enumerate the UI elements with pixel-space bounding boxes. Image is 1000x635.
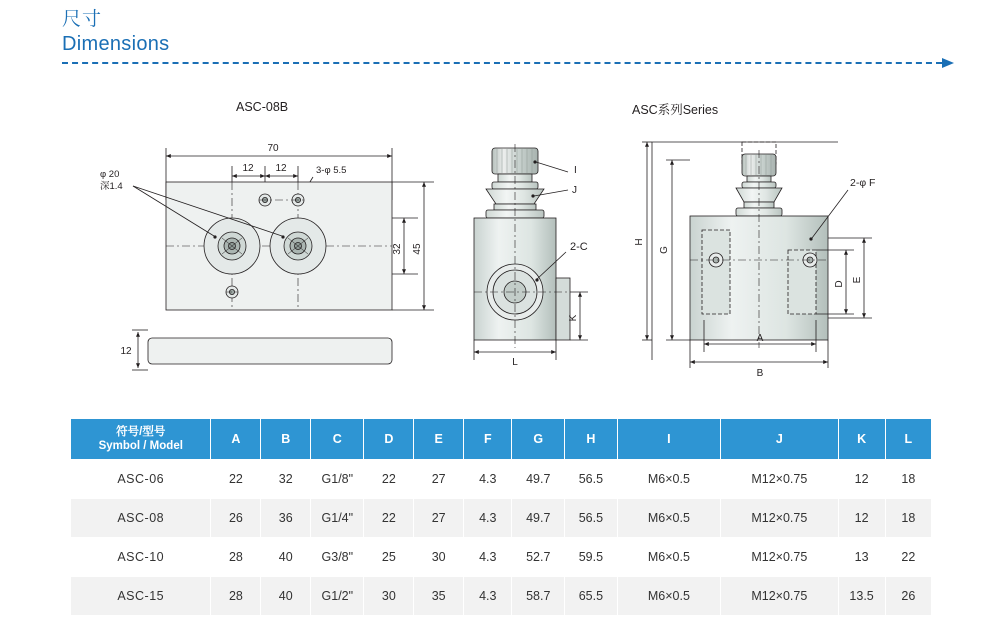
table-row xyxy=(71,460,932,499)
cell-k: 13.5 xyxy=(838,577,885,616)
svg-text:J: J xyxy=(572,185,577,196)
column-header-d: D xyxy=(364,419,414,460)
table-row xyxy=(71,499,932,538)
cell-b: 36 xyxy=(261,499,311,538)
cell-f: 4.3 xyxy=(464,499,512,538)
svg-text:B: B xyxy=(756,368,764,379)
column-header-k: K xyxy=(838,419,885,460)
cell-e: 27 xyxy=(414,460,464,499)
cell-g: 58.7 xyxy=(512,577,565,616)
cell-h: 59.5 xyxy=(565,538,618,577)
table-row xyxy=(71,577,932,616)
cell-g: 52.7 xyxy=(512,538,565,577)
cell-g: 49.7 xyxy=(512,460,565,499)
cell-f: 4.3 xyxy=(464,460,512,499)
cell-l: 18 xyxy=(885,460,931,499)
cell-a: 26 xyxy=(211,499,261,538)
spec-table-wrapper xyxy=(70,418,932,616)
cell-model: ASC-06 xyxy=(71,460,211,499)
cell-l: 26 xyxy=(885,577,931,616)
column-header-symbol-cn: 符号/型号 xyxy=(116,426,166,438)
cell-l: 22 xyxy=(885,538,931,577)
svg-text:12: 12 xyxy=(275,163,287,174)
page-title xyxy=(62,8,962,56)
column-header-c: C xyxy=(311,419,364,460)
cell-b: 40 xyxy=(261,577,311,616)
cell-model: ASC-08 xyxy=(71,499,211,538)
cell-a: 22 xyxy=(211,460,261,499)
cell-h: 56.5 xyxy=(565,499,618,538)
cell-k: 13 xyxy=(838,538,885,577)
spec-table xyxy=(70,418,932,616)
svg-text:D: D xyxy=(834,280,845,288)
cell-j: M12×0.75 xyxy=(721,460,838,499)
cell-c: G3/8" xyxy=(311,538,364,577)
cell-d: 22 xyxy=(364,460,414,499)
technical-drawings xyxy=(0,120,1000,405)
svg-text:L: L xyxy=(512,357,518,368)
cell-h: 56.5 xyxy=(565,460,618,499)
cell-l: 18 xyxy=(885,499,931,538)
drawing-caption-left: ASC-08B xyxy=(236,100,289,114)
spec-table-body xyxy=(71,460,932,616)
cell-e: 35 xyxy=(414,577,464,616)
cell-j: M12×0.75 xyxy=(721,538,838,577)
table-header-row xyxy=(71,419,932,460)
svg-text:2-C: 2-C xyxy=(570,241,588,253)
svg-text:70: 70 xyxy=(267,143,279,154)
cell-i: M6×0.5 xyxy=(617,538,720,577)
svg-text:深1.4: 深1.4 xyxy=(100,181,123,192)
cell-i: M6×0.5 xyxy=(617,460,720,499)
column-header-symbol-model xyxy=(71,419,211,460)
spec-table-head xyxy=(71,419,932,460)
svg-text:2-φ F: 2-φ F xyxy=(850,177,876,189)
cell-g: 49.7 xyxy=(512,499,565,538)
drawing-caption-right: ASC系列Series xyxy=(632,103,719,117)
svg-text:H: H xyxy=(634,238,645,246)
column-header-l: L xyxy=(885,419,931,460)
cell-d: 25 xyxy=(364,538,414,577)
cell-a: 28 xyxy=(211,577,261,616)
column-header-f: F xyxy=(464,419,512,460)
column-header-symbol-en: Symbol / Model xyxy=(98,440,183,452)
cell-j: M12×0.75 xyxy=(721,577,838,616)
cell-c: G1/2" xyxy=(311,577,364,616)
arrow-icon xyxy=(942,58,954,68)
column-header-g: G xyxy=(512,419,565,460)
cell-c: G1/8" xyxy=(311,460,364,499)
cell-e: 30 xyxy=(414,538,464,577)
cell-model: ASC-15 xyxy=(71,577,211,616)
svg-text:32: 32 xyxy=(392,243,403,255)
svg-text:G: G xyxy=(659,246,670,254)
svg-text:I: I xyxy=(574,165,577,176)
cell-j: M12×0.75 xyxy=(721,499,838,538)
cell-i: M6×0.5 xyxy=(617,577,720,616)
svg-text:12: 12 xyxy=(242,163,254,174)
column-header-i: I xyxy=(617,419,720,460)
cell-e: 27 xyxy=(414,499,464,538)
svg-text:φ 20: φ 20 xyxy=(100,169,120,180)
header-divider xyxy=(62,62,942,66)
cell-d: 22 xyxy=(364,499,414,538)
cell-b: 32 xyxy=(261,460,311,499)
svg-text:E: E xyxy=(852,276,863,284)
cell-i: M6×0.5 xyxy=(617,499,720,538)
cell-a: 28 xyxy=(211,538,261,577)
cell-k: 12 xyxy=(838,499,885,538)
svg-text:3-φ 5.5: 3-φ 5.5 xyxy=(316,165,347,176)
svg-text:K: K xyxy=(568,314,579,322)
cell-k: 12 xyxy=(838,460,885,499)
svg-text:12: 12 xyxy=(120,346,132,357)
svg-text:45: 45 xyxy=(412,243,423,255)
cell-model: ASC-10 xyxy=(71,538,211,577)
cell-f: 4.3 xyxy=(464,538,512,577)
column-header-h: H xyxy=(565,419,618,460)
page-title-cn: 尺寸 xyxy=(62,9,103,30)
page-title-en: Dimensions xyxy=(62,33,170,55)
svg-text:A: A xyxy=(756,333,764,344)
column-header-e: E xyxy=(414,419,464,460)
column-header-j: J xyxy=(721,419,838,460)
cell-f: 4.3 xyxy=(464,577,512,616)
cell-c: G1/4" xyxy=(311,499,364,538)
cell-b: 40 xyxy=(261,538,311,577)
cell-d: 30 xyxy=(364,577,414,616)
cell-h: 65.5 xyxy=(565,577,618,616)
column-header-b: B xyxy=(261,419,311,460)
column-header-a: A xyxy=(211,419,261,460)
table-row xyxy=(71,538,932,577)
